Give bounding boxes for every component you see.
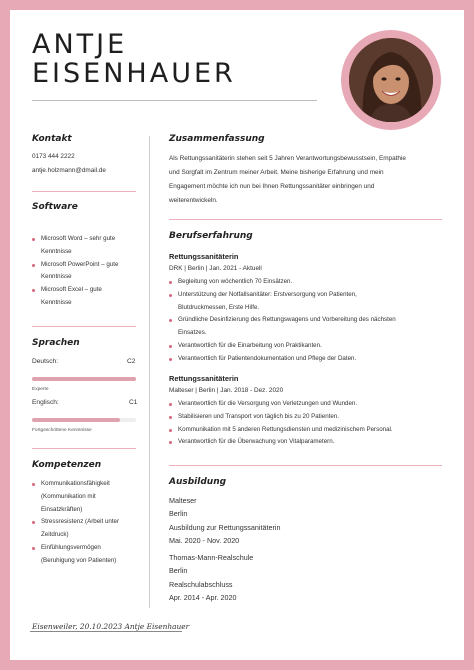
language-note: Fortgeschrittene Kenntnisse [32,428,92,433]
first-name: ANTJE [32,29,128,60]
job-title: Rettungssanitäterin [169,374,239,383]
signature-line [30,631,182,632]
list-item: Gründliche Desinfizierung des Rettungswagens und Vorbereitung des nächsten Einsatzes. [169,314,396,340]
education-city: Berlin [169,566,188,576]
list-item: Verantwortlich für die Versorgung von Verletzungen und Wunden. [169,398,393,411]
language-name: Englisch: [32,399,59,406]
bullet-icon [169,416,172,419]
list-item: Stressresistenz (Arbeit unter Zeitdruck) [32,516,119,542]
contact-divider [32,191,136,192]
bullet-icon [169,429,172,432]
language-note: Experte [32,387,49,392]
experience-divider [169,465,442,466]
language-level: C1 [129,399,138,406]
list-item: Verantwortlich für die Einarbeitung von Praktikanten. [169,340,396,353]
education-entry [169,494,280,548]
bullet-icon [32,289,35,292]
job-meta: Malteser | Berlin | Jan. 2018 - Dez. 2020 [169,387,284,394]
list-item: Stabilisieren und Transport von täglich bis zu 20 Patienten. [169,411,393,424]
profile-photo-frame [341,30,441,130]
language-level-fill [32,418,120,422]
list-item: Kommunikationsfähigkeit (Kommunikation mit Einsatzkräften) [32,478,119,516]
column-divider [149,136,150,608]
bullet-icon [32,238,35,241]
bullet-icon [169,281,172,284]
list-item: Microsoft PowerPoint – gute Kenntnisse [32,259,118,285]
languages-heading: Sprachen [32,338,80,348]
profile-photo [349,38,433,122]
job-bullets [169,276,396,366]
skills-heading: Kompetenzen [32,460,102,470]
bullet-icon [169,319,172,322]
last-name: EISENHAUER [32,58,236,89]
bullet-icon [32,547,35,550]
software-divider [32,326,136,327]
language-level-fill [32,377,136,381]
language-level: C2 [127,358,136,365]
education-org: Thomas-Mann-Realschule [169,553,254,562]
bullet-icon [32,483,35,486]
education-heading: Ausbildung [169,477,227,487]
list-item: Verantwortlich für die Überwachung von Vitalparametern. [169,436,393,449]
bullet-icon [169,358,172,361]
signature: Eisenweiler, 20.10.2023 Antje Eisenhauer [32,622,190,631]
bullet-icon [169,403,172,406]
list-item: Microsoft Excel – gute Kenntnisse [32,284,118,310]
language-level-bar [32,377,136,381]
bullet-icon [169,441,172,444]
language-level-bar [32,418,136,422]
education-degree: Ausbildung zur Rettungssanitäterin [169,522,281,532]
contact-phone: 0173 444 2222 [32,153,75,160]
education-degree: Realschulabschluss [169,579,233,589]
list-item: Kommunikation mit 5 anderen Rettungsdiensten und medizinischem Personal. [169,424,393,437]
education-dates: Mai. 2020 - Nov. 2020 [169,536,240,546]
list-item: Unterstützung der Notfallsanitäter: Erstversorgung von Patienten, Blutdruckmessen, Erste Hilfe. [169,289,396,315]
bullet-icon [32,264,35,267]
bullet-icon [32,521,35,524]
list-item: Microsoft Word – sehr gute Kenntnisse [32,233,118,259]
job-meta: DRK | Berlin | Jan. 2021 - Aktuell [169,265,262,272]
education-dates: Apr. 2014 - Apr. 2020 [169,593,237,603]
software-heading: Software [32,202,78,212]
contact-email: antje.holzmann@dmail.de [32,167,106,174]
languages-divider [32,448,136,449]
list-item: Begleitung von wöchentlich 70 Einsätzen. [169,276,396,289]
summary-divider [169,219,442,220]
language-name: Deutsch: [32,358,59,365]
job-title: Rettungssanitäterin [169,252,239,261]
applicant-name [32,30,236,88]
job-bullets [169,398,393,449]
education-entry [169,551,253,605]
name-divider [32,100,317,101]
summary-text: Als Rettungssanitäterin stehen seit 5 Jahren Verantwortungsbewusstsein, Empathie und Sorgfalt im Zentrum meiner Arbeit. Meine bisherige Erfahrung und mein Engagement möchte ich nun bei Ihnen Rettungssanitäter einbringen und weiterentwickeln. [169,155,406,204]
experience-heading: Berufserfahrung [169,231,253,241]
contact-heading: Kontakt [32,134,72,144]
bullet-icon [169,345,172,348]
education-city: Berlin [169,509,188,519]
software-list [32,233,118,310]
skills-list [32,478,119,568]
education-org: Malteser [169,496,197,505]
resume-page [10,10,464,660]
summary-heading: Zusammenfassung [169,134,265,144]
list-item: Einfühlungsvermögen (Beruhigung von Patienten) [32,542,119,568]
bullet-icon [169,294,172,297]
list-item: Verantwortlich für Patientendokumentation und Pflege der Daten. [169,353,396,366]
